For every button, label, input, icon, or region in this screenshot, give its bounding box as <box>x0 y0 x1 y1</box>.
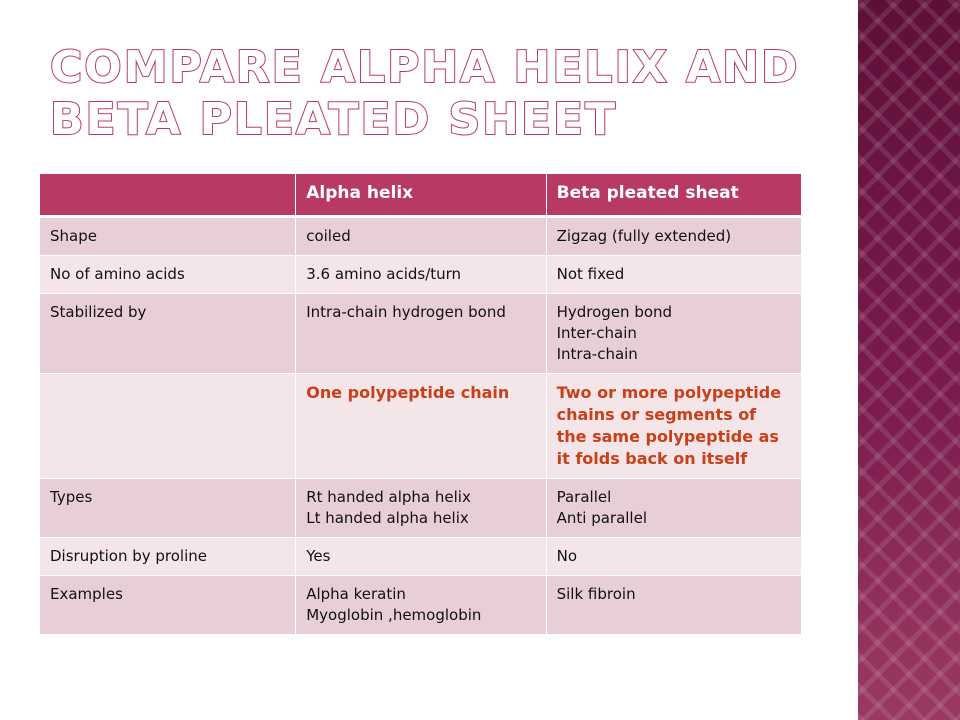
alpha-cell: Yes <box>296 538 546 576</box>
beta-cell: No <box>547 538 801 576</box>
feature-cell: Shape <box>40 218 296 256</box>
table-row-shape <box>40 218 801 256</box>
table-body <box>40 218 801 635</box>
decorative-side-panel <box>858 0 960 720</box>
feature-cell: Types <box>40 479 296 538</box>
header-row <box>40 174 801 218</box>
beta-cell: Two or more polypeptide chains or segments of the same polypeptide as it folds back on itself <box>547 374 801 479</box>
table-row-amino-acids <box>40 256 801 294</box>
table-row-chains <box>40 374 801 479</box>
beta-cell: Parallel Anti parallel <box>547 479 801 538</box>
feature-cell: Examples <box>40 576 296 635</box>
table-row-stabilized-by <box>40 294 801 374</box>
feature-cell: Disruption by proline <box>40 538 296 576</box>
feature-cell: No of amino acids <box>40 256 296 294</box>
feature-cell <box>40 374 296 479</box>
comparison-table <box>40 174 801 635</box>
feature-cell: Stabilized by <box>40 294 296 374</box>
beta-cell: Not fixed <box>547 256 801 294</box>
alpha-cell: coiled <box>296 218 546 256</box>
alpha-cell: One polypeptide chain <box>296 374 546 479</box>
alpha-cell: Intra-chain hydrogen bond <box>296 294 546 374</box>
header-cell-feature <box>40 174 296 218</box>
header-cell-beta-sheet: Beta pleated sheat <box>547 174 801 218</box>
alpha-cell: Alpha keratin Myoglobin ,hemoglobin <box>296 576 546 635</box>
slide-title: COMPARE ALPHA HELIX AND BETA PLEATED SHEET <box>50 42 800 145</box>
table-header <box>40 174 801 218</box>
beta-cell: Silk fibroin <box>547 576 801 635</box>
table-row-examples <box>40 576 801 635</box>
alpha-cell: Rt handed alpha helix Lt handed alpha helix <box>296 479 546 538</box>
beta-cell: Zigzag (fully extended) <box>547 218 801 256</box>
table-row-types <box>40 479 801 538</box>
table-row-proline <box>40 538 801 576</box>
beta-cell: Hydrogen bond Inter-chain Intra-chain <box>547 294 801 374</box>
header-cell-alpha-helix: Alpha helix <box>296 174 546 218</box>
alpha-cell: 3.6 amino acids/turn <box>296 256 546 294</box>
